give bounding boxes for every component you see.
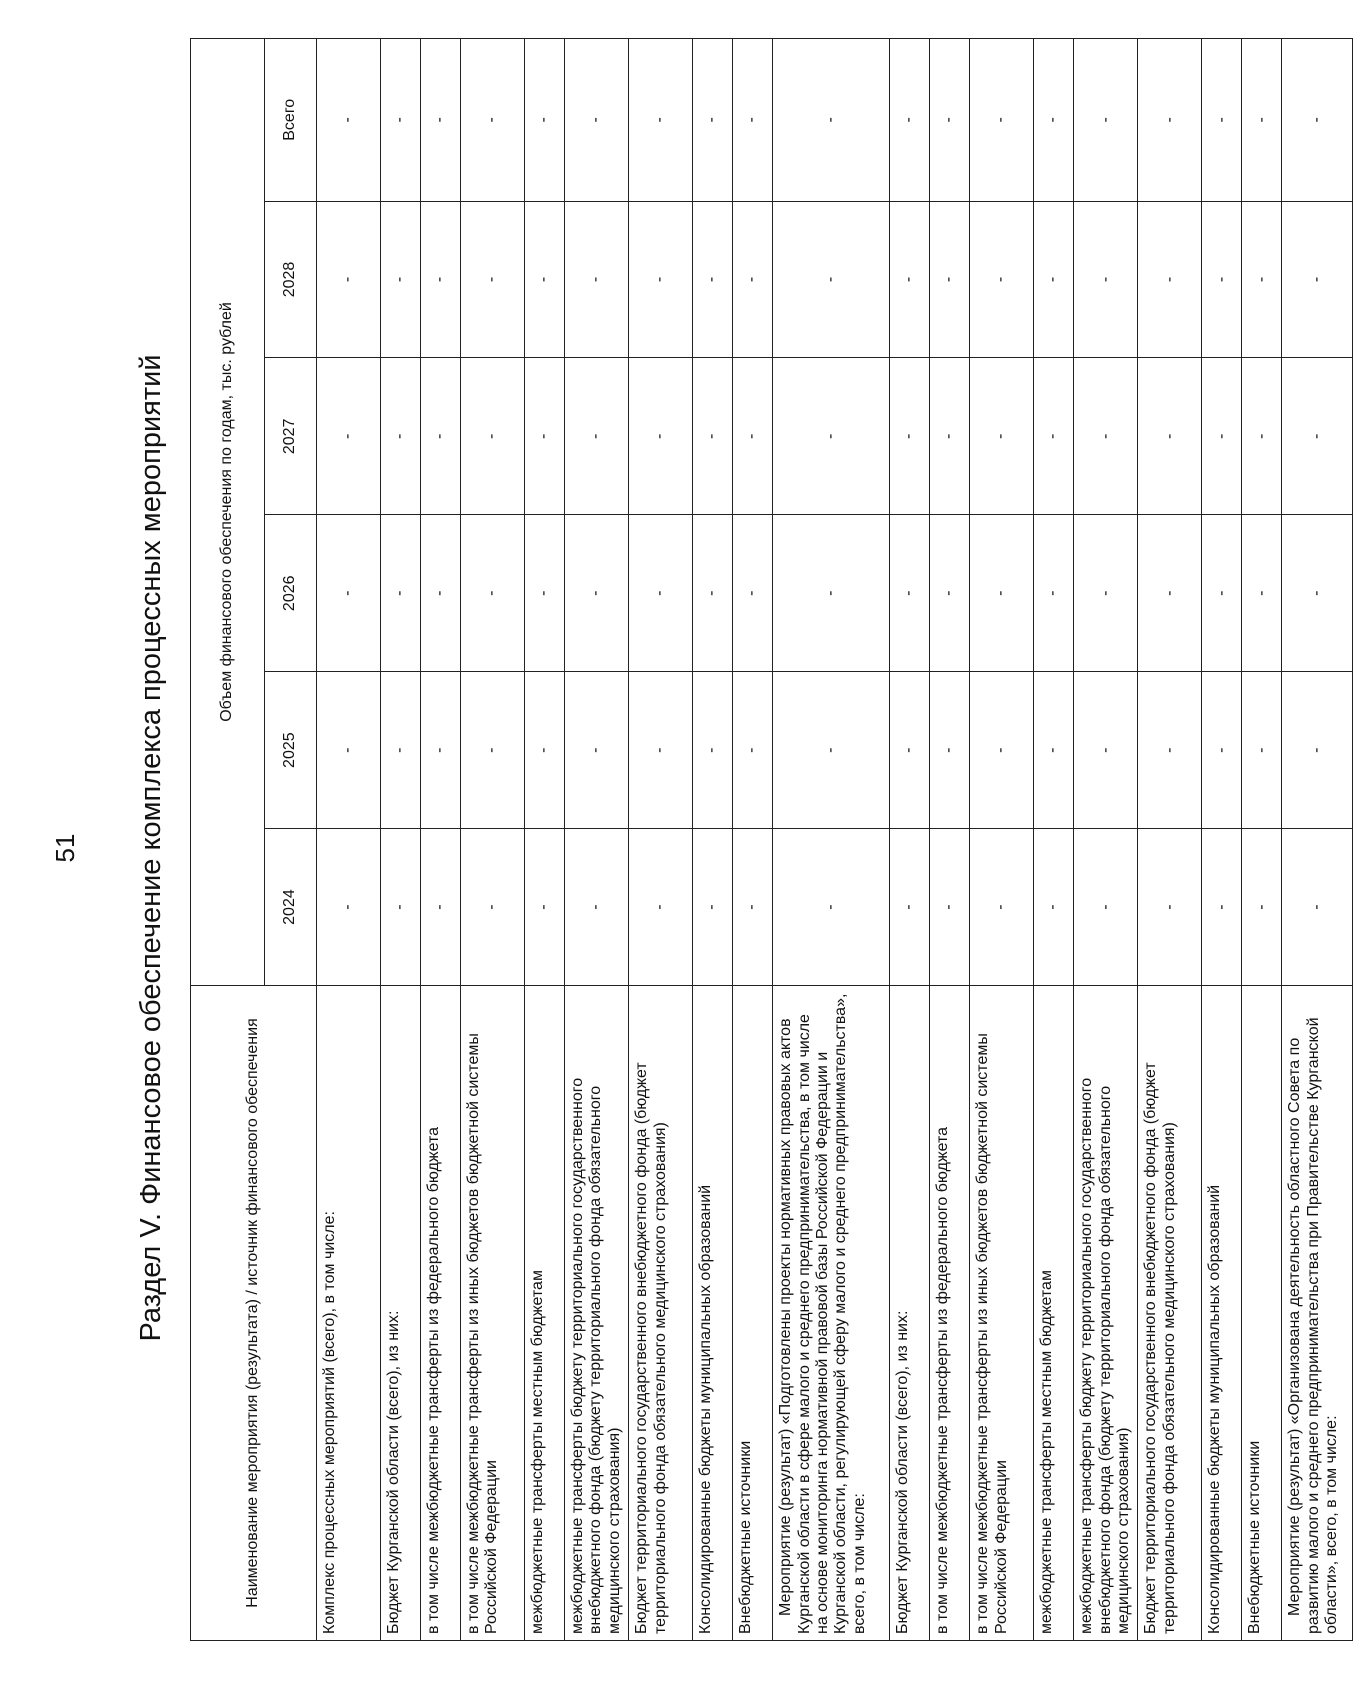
cell-2028: - (1074, 201, 1138, 358)
cell-total: - (381, 39, 421, 202)
cell-2025: - (693, 672, 733, 829)
row-name: Бюджет Курганской области (всего), из них: (381, 985, 421, 1640)
cell-2026: - (629, 515, 693, 672)
table-row (1074, 39, 1138, 1641)
table-row (317, 39, 381, 1641)
cell-2025: - (629, 672, 693, 829)
cell-total: - (773, 39, 890, 202)
cell-2025: - (733, 672, 773, 829)
row-name: Внебюджетные источники (733, 985, 773, 1640)
table-row (1138, 39, 1202, 1641)
table-row (565, 39, 629, 1641)
cell-2028: - (1034, 201, 1074, 358)
cell-2024: - (1138, 829, 1202, 986)
cell-2025: - (1074, 672, 1138, 829)
row-name: Бюджет территориального государственного внебюджетного фонда (бюджет территориального фонда обязательного медицинского страхования) (1138, 985, 1202, 1640)
cell-2028: - (890, 201, 930, 358)
cell-total: - (970, 39, 1034, 202)
cell-2025: - (1242, 672, 1282, 829)
cell-2028: - (1282, 201, 1353, 358)
cell-2027: - (1242, 358, 1282, 515)
table-row (525, 39, 565, 1641)
table-row (461, 39, 525, 1641)
cell-2024: - (693, 829, 733, 986)
table-row (693, 39, 733, 1641)
cell-2026: - (890, 515, 930, 672)
cell-2027: - (629, 358, 693, 515)
row-name: Комплекс процессных мероприятий (всего), в том числе: (317, 985, 381, 1640)
cell-2027: - (733, 358, 773, 515)
cell-2027: - (1074, 358, 1138, 515)
cell-2024: - (1202, 829, 1242, 986)
cell-2024: - (1034, 829, 1074, 986)
cell-2027: - (565, 358, 629, 515)
cell-2024: - (565, 829, 629, 986)
cell-2024: - (890, 829, 930, 986)
table-row (890, 39, 930, 1641)
cell-2028: - (970, 201, 1034, 358)
total-header: Всего (265, 39, 317, 202)
cell-total: - (1242, 39, 1282, 202)
cell-2028: - (693, 201, 733, 358)
cell-2028: - (317, 201, 381, 358)
row-name: в том числе межбюджетные трансферты из федерального бюджета (421, 985, 461, 1640)
cell-2026: - (1202, 515, 1242, 672)
cell-2028: - (773, 201, 890, 358)
financing-table (190, 38, 1353, 1641)
cell-2024: - (1282, 829, 1353, 986)
cell-2028: - (565, 201, 629, 358)
table-row (970, 39, 1034, 1641)
cell-total: - (1138, 39, 1202, 202)
cell-2027: - (693, 358, 733, 515)
cell-2025: - (970, 672, 1034, 829)
cell-2025: - (565, 672, 629, 829)
cell-2028: - (629, 201, 693, 358)
cell-2028: - (1202, 201, 1242, 358)
year-header-2026: 2026 (265, 515, 317, 672)
year-header-2027: 2027 (265, 358, 317, 515)
table-row (421, 39, 461, 1641)
cell-2027: - (970, 358, 1034, 515)
cell-2024: - (525, 829, 565, 986)
cell-2025: - (421, 672, 461, 829)
cell-2024: - (1242, 829, 1282, 986)
cell-total: - (1034, 39, 1074, 202)
row-name: Внебюджетные источники (1242, 985, 1282, 1640)
cell-2026: - (421, 515, 461, 672)
cell-2026: - (381, 515, 421, 672)
cell-2026: - (1074, 515, 1138, 672)
row-name: Консолидированные бюджеты муниципальных образований (693, 985, 733, 1640)
cell-2027: - (930, 358, 970, 515)
cell-2028: - (1138, 201, 1202, 358)
cell-2025: - (930, 672, 970, 829)
cell-2024: - (381, 829, 421, 986)
row-name: Бюджет территориального государственного внебюджетного фонда (бюджет территориального фонда обязательного медицинского страхования) (629, 985, 693, 1640)
cell-2027: - (773, 358, 890, 515)
cell-2024: - (930, 829, 970, 986)
cell-2025: - (890, 672, 930, 829)
year-header-2028: 2028 (265, 201, 317, 358)
cell-2028: - (421, 201, 461, 358)
table-row (773, 39, 890, 1641)
row-name: в том числе межбюджетные трансферты из иных бюджетов бюджетной системы Российской Федерации (461, 985, 525, 1640)
year-header-2025: 2025 (265, 672, 317, 829)
cell-2026: - (1282, 515, 1353, 672)
row-name: в том числе межбюджетные трансферты из федерального бюджета (930, 985, 970, 1640)
cell-total: - (461, 39, 525, 202)
cell-2026: - (930, 515, 970, 672)
cell-total: - (421, 39, 461, 202)
cell-2026: - (565, 515, 629, 672)
cell-2025: - (317, 672, 381, 829)
cell-total: - (629, 39, 693, 202)
cell-2028: - (461, 201, 525, 358)
table-row (1034, 39, 1074, 1641)
cell-2028: - (525, 201, 565, 358)
volume-column-header: Объем финансового обеспечения по годам, тыс. рублей (191, 39, 265, 986)
year-header-2024: 2024 (265, 829, 317, 986)
cell-total: - (890, 39, 930, 202)
cell-2024: - (773, 829, 890, 986)
row-name: Бюджет Курганской области (всего), из них: (890, 985, 930, 1640)
cell-2028: - (930, 201, 970, 358)
cell-2028: - (733, 201, 773, 358)
cell-2025: - (1138, 672, 1202, 829)
row-name: межбюджетные трансферты местным бюджетам (1034, 985, 1074, 1640)
cell-2025: - (1034, 672, 1074, 829)
page-number: 51 (50, 833, 80, 863)
cell-2026: - (733, 515, 773, 672)
cell-2024: - (421, 829, 461, 986)
cell-2024: - (1074, 829, 1138, 986)
cell-total: - (1202, 39, 1242, 202)
cell-2027: - (421, 358, 461, 515)
cell-total: - (525, 39, 565, 202)
cell-2026: - (1034, 515, 1074, 672)
cell-2026: - (970, 515, 1034, 672)
cell-2026: - (525, 515, 565, 672)
cell-2025: - (381, 672, 421, 829)
cell-total: - (930, 39, 970, 202)
cell-total: - (1074, 39, 1138, 202)
cell-2026: - (1242, 515, 1282, 672)
cell-2028: - (381, 201, 421, 358)
cell-2025: - (773, 672, 890, 829)
cell-2025: - (461, 672, 525, 829)
cell-2026: - (773, 515, 890, 672)
table-body (317, 39, 1353, 1641)
table-row (629, 39, 693, 1641)
row-name: межбюджетные трансферты местным бюджетам (525, 985, 565, 1640)
cell-2025: - (1282, 672, 1353, 829)
row-name: Мероприятие (результат) «Организована деятельность областного Совета по развитию малого и среднего предпринимательства при Правительстве Курганской области», всего, в том числе: (1282, 985, 1353, 1640)
cell-2026: - (461, 515, 525, 672)
cell-2027: - (381, 358, 421, 515)
table-row (1282, 39, 1353, 1641)
page-title: Раздел V. Финансовое обеспечение комплекса процессных мероприятий (135, 354, 167, 1342)
cell-2025: - (1202, 672, 1242, 829)
cell-2026: - (1138, 515, 1202, 672)
cell-2027: - (890, 358, 930, 515)
table-row (930, 39, 970, 1641)
cell-2026: - (693, 515, 733, 672)
cell-2024: - (461, 829, 525, 986)
row-name: межбюджетные трансферты бюджету территориального государственного внебюджетного фонда (бюджету территориального фонда обязательного медицинского страхования) (565, 985, 629, 1640)
cell-2024: - (970, 829, 1034, 986)
cell-2025: - (525, 672, 565, 829)
row-name: Мероприятие (результат) «Подготовлены проекты нормативных правовых актов Курганской области в сфере малого и среднего предпринимательства, в том числе на основе мониторинга нормативной правовой базы Российской Федерации и Курганской области, регулирующей сферу малого и среднего предпринимательства», всего, в том числе: (773, 985, 890, 1640)
cell-2026: - (317, 515, 381, 672)
cell-2028: - (1242, 201, 1282, 358)
cell-2027: - (1034, 358, 1074, 515)
table-row (733, 39, 773, 1641)
cell-2027: - (525, 358, 565, 515)
table-row (1202, 39, 1242, 1641)
cell-total: - (317, 39, 381, 202)
table-row (381, 39, 421, 1641)
cell-total: - (693, 39, 733, 202)
row-name: Консолидированные бюджеты муниципальных образований (1202, 985, 1242, 1640)
cell-2024: - (629, 829, 693, 986)
cell-total: - (733, 39, 773, 202)
cell-2024: - (317, 829, 381, 986)
table-row (1242, 39, 1282, 1641)
row-name: межбюджетные трансферты бюджету территориального государственного внебюджетного фонда (бюджету территориального фонда обязательного медицинского страхования) (1074, 985, 1138, 1640)
cell-2027: - (461, 358, 525, 515)
cell-total: - (565, 39, 629, 202)
cell-2024: - (733, 829, 773, 986)
cell-2027: - (1202, 358, 1242, 515)
name-column-header: Наименование мероприятия (результата) / источник финансового обеспечения (191, 985, 317, 1640)
row-name: в том числе межбюджетные трансферты из иных бюджетов бюджетной системы Российской Федерации (970, 985, 1034, 1640)
cell-2027: - (1138, 358, 1202, 515)
cell-2027: - (1282, 358, 1353, 515)
cell-total: - (1282, 39, 1353, 202)
cell-2027: - (317, 358, 381, 515)
